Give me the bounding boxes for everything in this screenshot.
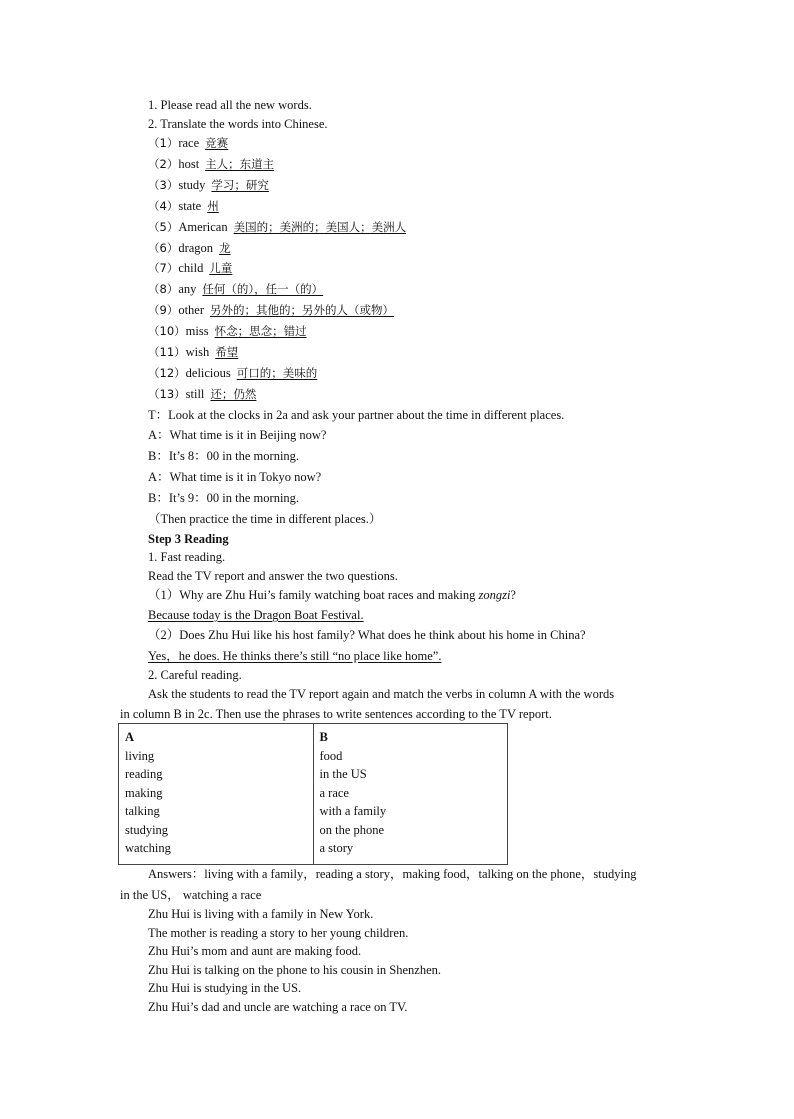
instruction-translate: 2. Translate the words into Chinese. <box>148 117 328 131</box>
vocab-item <box>148 386 256 402</box>
vocab-number: （11） <box>148 345 186 359</box>
vocab-chinese: 龙 <box>219 241 231 255</box>
answer-2: Yes，he does. He thinks there’s still “no place like home”. <box>148 649 442 663</box>
vocab-item <box>148 240 231 256</box>
teacher-line: T：Look at the clocks in 2a and ask your partner about the time in different places. <box>148 408 565 422</box>
answer-sentence: Zhu Hui is talking on the phone to his cousin in Shenzhen. <box>148 963 442 977</box>
vocab-item <box>148 219 406 235</box>
vocab-english: miss <box>185 324 209 338</box>
vocab-chinese: 任何（的），任一（的） <box>202 282 324 296</box>
matching-task-line-1: Ask the students to read the TV report again and match the verbs in column A with the words <box>148 687 615 701</box>
vocab-english: any <box>178 282 197 296</box>
vocab-item <box>148 365 317 381</box>
vocab-chinese: 怀念；思念；错过 <box>214 324 307 338</box>
column-b-item: in the US <box>319 767 367 781</box>
vocab-chinese: 可口的；美味的 <box>236 366 318 380</box>
vocab-chinese: 希望 <box>215 345 239 359</box>
vocab-english: American <box>178 220 228 234</box>
column-b-header: B <box>319 730 328 744</box>
vocab-number: （12） <box>148 366 186 380</box>
dialogue-b1: B：It’s 8：00 in the morning. <box>148 449 300 463</box>
column-a-header: A <box>125 730 135 744</box>
vocab-item <box>148 323 307 339</box>
vocab-chinese: 另外的；其他的；另外的人（或物） <box>210 303 395 317</box>
vocab-number: （10） <box>148 324 186 338</box>
vocab-item <box>148 344 238 360</box>
dialogue-a1: A：What time is it in Beijing now? <box>148 428 327 442</box>
column-b-item: a story <box>319 841 354 855</box>
fast-reading-label: 1. Fast reading. <box>148 550 226 564</box>
answer-sentence: The mother is reading a story to her young children. <box>148 926 409 940</box>
answer-sentence: Zhu Hui is studying in the US. <box>148 981 302 995</box>
vocab-number: （13） <box>148 387 186 401</box>
matching-task-line-2: in column B in 2c. Then use the phrases to write sentences according to the TV report. <box>120 707 552 721</box>
vocab-number: （2） <box>148 157 179 171</box>
dialogue-a2: A：What time is it in Tokyo now? <box>148 470 322 484</box>
vocab-english: study <box>178 178 206 192</box>
column-a-item: talking <box>125 804 160 818</box>
vocab-item <box>148 260 232 276</box>
vocab-number: （6） <box>148 241 179 255</box>
answers-line-2: in the US， watching a race <box>120 888 262 902</box>
column-a-item: living <box>125 748 155 763</box>
vocab-item <box>148 177 269 193</box>
vocab-number: （5） <box>148 220 179 234</box>
vocab-english: wish <box>185 345 210 359</box>
reading-instruction: Read the TV report and answer the two questions. <box>148 569 398 583</box>
vocab-english: state <box>178 199 202 213</box>
dialogue-b2: B：It’s 9：00 in the morning. <box>148 491 300 505</box>
vocab-english: other <box>178 303 205 317</box>
column-b-item: a race <box>319 785 349 800</box>
vocab-chinese: 竞赛 <box>205 136 229 150</box>
vocab-number: （4） <box>148 199 179 213</box>
answer-sentence: Zhu Hui is living with a family in New York. <box>148 907 374 921</box>
answers-line-1: Answers：living with a family，reading a story，making food，talking on the phone，studying <box>148 867 637 881</box>
vocab-number: （3） <box>148 178 179 192</box>
column-a-item: watching <box>125 841 171 855</box>
column-b-item: food <box>319 748 343 763</box>
vocab-chinese: 州 <box>207 199 219 213</box>
answer-1: Because today is the Dragon Boat Festival. <box>148 608 364 622</box>
column-b <box>313 724 508 865</box>
vocab-number: （9） <box>148 303 179 317</box>
vocab-item <box>148 281 323 297</box>
vocab-chinese: 还；仍然 <box>210 387 257 401</box>
vocab-english: delicious <box>185 366 231 380</box>
answer-sentence: Zhu Hui’s dad and uncle are watching a race on TV. <box>148 1000 408 1014</box>
answer-sentence: Zhu Hui’s mom and aunt are making food. <box>148 944 362 958</box>
vocab-chinese: 学习；研究 <box>211 178 269 192</box>
vocab-english: still <box>185 387 205 401</box>
vocab-chinese: 儿童 <box>209 261 233 275</box>
column-a <box>119 724 314 865</box>
column-b-item: with a family <box>319 804 387 818</box>
column-b-item: on the phone <box>319 822 385 837</box>
vocab-number: （8） <box>148 282 179 296</box>
vocab-english: race <box>178 136 200 150</box>
instruction-read-words: 1. Please read all the new words. <box>148 98 312 112</box>
question-1-italic-word: zongzi <box>478 588 511 602</box>
vocab-chinese: 主人；东道主 <box>205 157 275 171</box>
vocab-number: （1） <box>148 136 179 150</box>
question-1-text: （1）Why are Zhu Hui’s family watching boat races and making <box>148 588 479 602</box>
question-1-end: ? <box>510 588 516 602</box>
vocab-number: （7） <box>148 261 179 275</box>
vocab-item <box>148 302 394 318</box>
vocab-chinese: 美国的；美洲的；美国人；美洲人 <box>233 220 407 234</box>
column-a-item: studying <box>125 822 169 837</box>
vocab-item <box>148 135 228 151</box>
vocab-english: dragon <box>178 241 214 255</box>
question-1 <box>148 587 516 603</box>
column-a-item: reading <box>125 767 163 781</box>
question-2: （2）Does Zhu Hui like his host family? What does he think about his home in China? <box>148 628 586 642</box>
section-heading: Step 3 Reading <box>148 532 229 546</box>
careful-reading-label: 2. Careful reading. <box>148 668 242 682</box>
vocab-item <box>148 156 274 172</box>
column-a-item: making <box>125 785 163 800</box>
vocab-item <box>148 198 219 214</box>
matching-table <box>118 723 508 865</box>
vocab-english: host <box>178 157 200 171</box>
practice-note: （Then practice the time in different places.） <box>148 512 382 526</box>
vocab-english: child <box>178 261 204 275</box>
